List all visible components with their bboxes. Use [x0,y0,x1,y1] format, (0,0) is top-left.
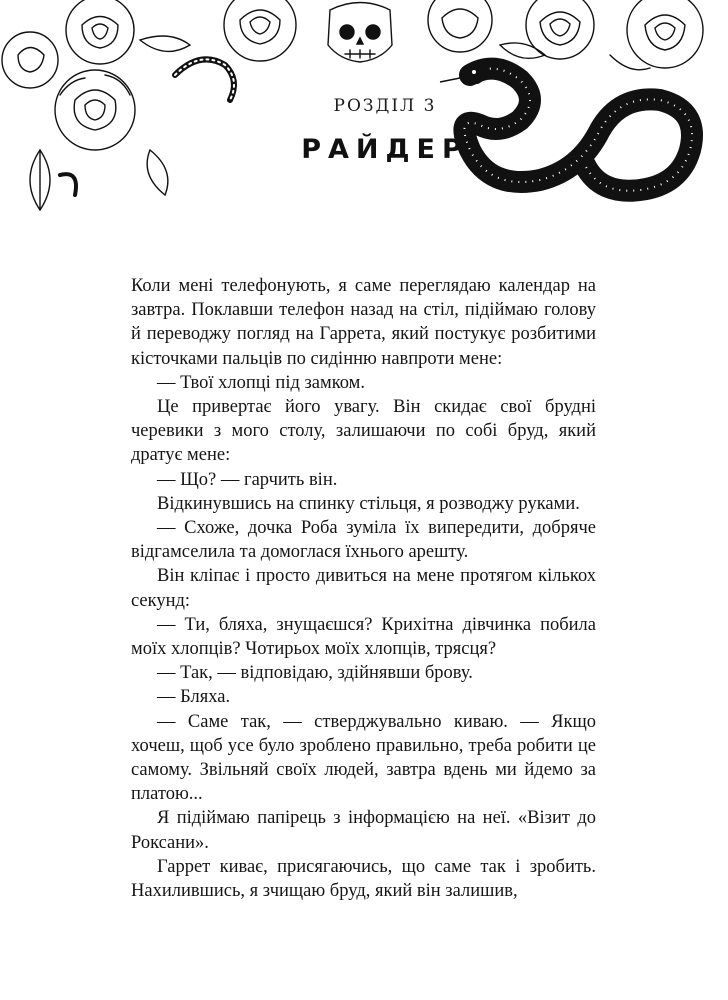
paragraph: — Так, — відповідаю, здійнявши брову. [157,663,473,684]
paragraph: Я підіймаю папірець з інформацією на неї. «Візит до Роксани». [131,808,596,853]
floral-snake-header-illustration [0,0,728,240]
rose-left-2 [66,0,134,64]
rose-right-2 [627,0,703,68]
rose-left-3 [2,32,58,88]
chapter-title: РАЙДЕР [301,134,469,165]
paragraph: — Схоже, дочка Роба зуміла їх випередити, добряче відгамселила та домоглася їхнього арешту. [131,518,596,563]
rose-left-1 [55,70,135,150]
paragraph: — Ти, бляха, знущаєшся? Крихітна дівчинка побила моїх хлопців? Чотирьох моїх хлопців, трясця? [131,614,596,660]
skull [328,3,392,63]
rose-right-1 [526,0,594,59]
chapter-body-text [131,274,596,903]
large-snake-right [440,64,692,190]
paragraph: — Що? — гарчить він. [157,469,338,490]
paragraph: Коли мені телефонують, я саме переглядаю календар на завтра. Поклавши телефон назад на стіл, підіймаю голову й переводжу погляд на Гаррета, який постукує розбитими кісточками пальців по сидінню навпроти мене: [131,276,596,369]
paragraph: Це привертає його увагу. Він скидає свої брудні черевики з мого столу, залишаючи по собі бруд, який дратує мене: [131,397,596,466]
paragraph: Відкинувшись на спинку стільця, я розводжу руками. [157,493,580,514]
paragraph: — Твої хлопці під замком. [157,372,366,393]
paragraph: Гаррет киває, присягаючись, що саме так і зробить. Нахилившись, я зчищаю бруд, який він залишив, [131,856,596,902]
rose-center-1 [224,0,296,61]
paragraph: Він кліпає і просто дивиться на мене протягом кількох секунд: [131,566,596,611]
chapter-number-label: РОЗДІЛ 3 [333,96,437,116]
paragraph: — Саме так, — стверджувально киваю. — Якщо хочеш, щоб усе було зроблено правильно, треба робити це самому. Звільняй своїх людей, завтра вдень ми йдемо за платою... [131,711,596,805]
rose-center-2 [428,0,492,52]
paragraph: — Бляха. [157,687,231,708]
